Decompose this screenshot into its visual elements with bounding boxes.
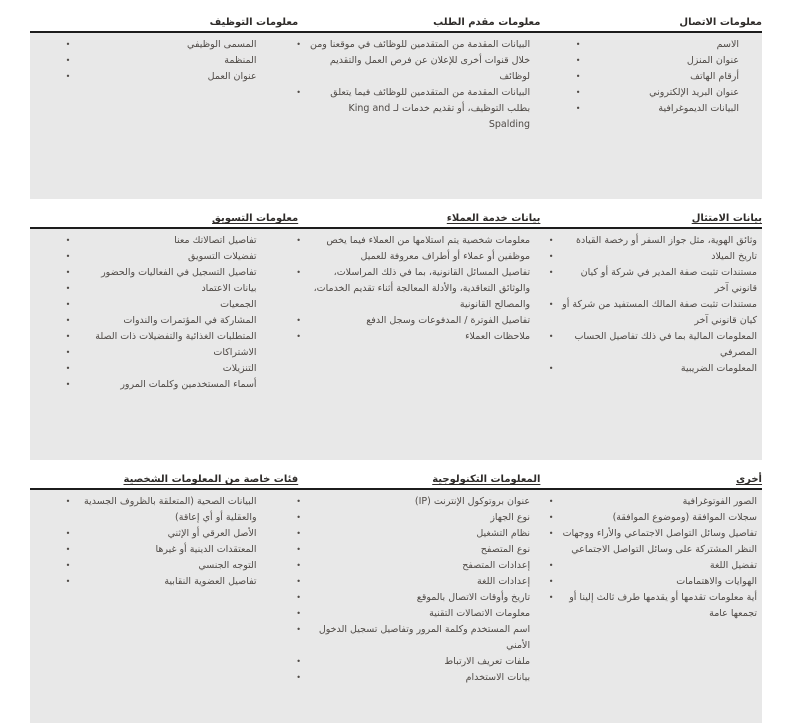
list-item xyxy=(30,53,283,69)
bullet-icon: • xyxy=(296,268,301,277)
column-header xyxy=(298,212,540,225)
list-item xyxy=(30,249,283,265)
list-item xyxy=(30,494,283,526)
column-list xyxy=(30,233,283,393)
bullet-icon: • xyxy=(65,40,71,49)
list-item-text: ملاحظات العملاء xyxy=(465,331,531,342)
column-header-label: فئات خاصة من المعلومات الشخصية xyxy=(123,474,299,485)
list-item xyxy=(535,69,762,85)
list-item-text: أية معلومات تقدمها أو يقدمها طرف ثالث إلينا أو تجمعها عامة xyxy=(569,592,757,619)
column-header xyxy=(540,473,762,486)
list-item-text: المنظمة xyxy=(224,55,257,66)
list-item xyxy=(283,265,536,313)
bullet-icon: • xyxy=(296,545,301,554)
section-header-row xyxy=(30,13,762,33)
list-item-text: الاسم xyxy=(716,39,739,50)
list-item xyxy=(30,574,283,590)
section-body-row xyxy=(30,33,762,199)
bullet-icon: • xyxy=(548,513,554,522)
column-header xyxy=(298,473,540,486)
column-header-label: أخرى xyxy=(735,474,762,485)
list-item-text: المعلومات الضريبية xyxy=(680,363,757,374)
bullet-icon: • xyxy=(548,497,554,506)
list-item-text: تفضيلات التسويق xyxy=(188,251,257,262)
bullet-icon: • xyxy=(65,236,71,245)
list-item-text: معلومات الاتصالات التقنية xyxy=(429,608,531,619)
list-item-text: مستندات تثبت صفة المدير في شركة أو كيان قانوني آخر xyxy=(580,267,757,294)
list-item-text: نوع المتصفح xyxy=(480,544,531,555)
list-item xyxy=(283,622,536,654)
bullet-icon: • xyxy=(65,300,71,309)
list-item xyxy=(535,558,762,574)
list-item xyxy=(535,526,762,558)
list-item xyxy=(283,85,536,133)
list-item-text: الهوايات والاهتمامات xyxy=(676,576,757,587)
column-header-label: معلومات مقدم الطلب xyxy=(433,17,541,28)
list-item xyxy=(30,37,283,53)
column-header xyxy=(30,473,298,486)
list-item xyxy=(283,233,536,265)
bullet-icon: • xyxy=(65,529,71,538)
list-item-text: أسماء المستخدمين وكلمات المرور xyxy=(120,379,257,390)
list-item-text: التنزيلات xyxy=(222,363,257,374)
list-item xyxy=(535,297,762,329)
list-item-text: البيانات الصحية (المتعلقة بالظروف الجسدية والعقلية أو أي إعاقة) xyxy=(83,496,257,523)
column-header xyxy=(298,16,540,29)
list-item xyxy=(30,265,283,281)
bullet-icon: • xyxy=(65,545,71,554)
list-item xyxy=(535,361,762,377)
bullet-icon: • xyxy=(65,252,71,261)
bullet-icon: • xyxy=(65,364,71,373)
list-item-text: اسم المستخدم وكلمة المرور وتفاصيل تسجيل الدخول الأمني xyxy=(318,624,531,651)
list-item-text: أرقام الهاتف xyxy=(690,71,739,82)
list-item-text: البيانات المقدمة من المتقدمين للوظائف في موقعنا ومن خلال قنوات أخرى للإعلان عن فرص العمل والتقديم لوظائف xyxy=(309,39,531,82)
list-item-text: نظام التشغيل xyxy=(476,528,531,539)
list-item xyxy=(535,85,762,101)
list-item-text: عنوان العمل xyxy=(207,71,257,82)
list-item-text: إعدادات المتصفح xyxy=(462,560,531,571)
bullet-icon: • xyxy=(296,609,301,618)
list-item-text: تفاصيل التسجيل في الفعاليات والحضور xyxy=(101,267,257,278)
bullet-icon: • xyxy=(65,332,71,341)
column-header xyxy=(30,212,298,225)
list-item xyxy=(283,510,536,526)
list-item-text: البيانات الديموغرافية xyxy=(658,103,739,114)
bullet-icon: • xyxy=(296,332,301,341)
bullet-icon: • xyxy=(548,577,554,586)
list-item-text: بيانات الاستخدام xyxy=(465,672,531,683)
list-item xyxy=(30,69,283,85)
list-item xyxy=(535,101,762,117)
bullet-icon: • xyxy=(65,577,71,586)
bullet-icon: • xyxy=(65,561,71,570)
list-item-text: تاريخ وأوقات الاتصال بالموقع xyxy=(416,592,531,603)
list-item xyxy=(30,542,283,558)
column-list xyxy=(30,37,283,85)
list-item xyxy=(535,249,762,265)
list-item-text: تفضيل اللغة xyxy=(709,560,757,571)
column-list xyxy=(535,494,762,622)
bullet-icon: • xyxy=(548,332,554,341)
section-body-row xyxy=(30,490,762,723)
list-item xyxy=(283,558,536,574)
list-item-text: تفاصيل اتصالاتك معنا xyxy=(174,235,257,246)
list-item xyxy=(283,494,536,510)
list-item xyxy=(30,233,283,249)
bullet-icon: • xyxy=(296,625,301,634)
column-header xyxy=(540,212,762,225)
column-list xyxy=(535,233,762,377)
list-item-text: الاشتراكات xyxy=(213,347,257,358)
list-item xyxy=(30,526,283,542)
bullet-icon: • xyxy=(65,72,71,81)
bullet-icon: • xyxy=(548,236,554,245)
bullet-icon: • xyxy=(548,268,554,277)
list-item-text: المشاركة في المؤتمرات والندوات xyxy=(123,315,257,326)
bullet-icon: • xyxy=(575,88,581,97)
column-header xyxy=(30,16,298,29)
list-item xyxy=(535,590,762,622)
column-header-label: بيانات الامتثال xyxy=(691,213,762,224)
list-item-text: المتطلبات الغذائية والتفضيلات ذات الصلة xyxy=(95,331,257,342)
list-item xyxy=(283,526,536,542)
list-item-text: وثائق الهوية، مثل جواز السفر أو رخصة القيادة xyxy=(576,235,757,246)
bullet-icon: • xyxy=(548,593,554,602)
bullet-icon: • xyxy=(296,673,301,682)
bullet-icon: • xyxy=(296,529,301,538)
list-item xyxy=(535,37,762,53)
column-header-label: معلومات التوظيف xyxy=(209,17,299,28)
list-item-text: تفاصيل الفوترة / المدفوعات وسجل الدفع xyxy=(366,315,531,326)
column-header-label: بيانات خدمة العملاء xyxy=(446,213,541,224)
bullet-icon: • xyxy=(65,380,71,389)
column-list xyxy=(283,37,536,133)
bullet-icon: • xyxy=(65,497,71,506)
bullet-icon: • xyxy=(65,268,71,277)
list-item-text: نوع الجهاز xyxy=(490,512,531,523)
column-header-label: معلومات التسويق xyxy=(212,213,299,224)
list-item-text: الجمعيات xyxy=(220,299,257,310)
bullet-icon: • xyxy=(548,300,554,309)
section-header-row xyxy=(30,209,762,229)
list-item xyxy=(30,361,283,377)
list-item-text: معلومات شخصية يتم استلامها من العملاء فيما يخص موظفين أو عملاء أو أطراف معروفة للعميل xyxy=(326,235,531,262)
bullet-icon: • xyxy=(65,348,71,357)
column-list xyxy=(283,233,536,345)
bullet-icon: • xyxy=(65,316,71,325)
list-item-text: ملفات تعريف الارتباط xyxy=(444,656,531,667)
list-item xyxy=(283,654,536,670)
list-item-text: التوجه الجنسي xyxy=(198,560,257,571)
list-item-text: عنوان بروتوكول الإنترنت (IP) xyxy=(414,496,531,507)
bullet-icon: • xyxy=(296,236,301,245)
bullet-icon: • xyxy=(296,40,301,49)
list-item-text: تاريخ الميلاد xyxy=(711,251,757,262)
section-header-row xyxy=(30,470,762,490)
bullet-icon: • xyxy=(575,104,581,113)
list-item-text: تفاصيل العضوية النقابية xyxy=(164,576,257,587)
data-table xyxy=(30,13,762,723)
list-item-text: بيانات الاعتماد xyxy=(201,283,257,294)
list-item xyxy=(283,37,536,85)
list-item xyxy=(283,313,536,329)
table-section xyxy=(30,470,762,723)
column-header-label: معلومات الاتصال xyxy=(679,17,762,28)
bullet-icon: • xyxy=(296,88,301,97)
list-item xyxy=(535,265,762,297)
list-item xyxy=(535,574,762,590)
list-item xyxy=(30,558,283,574)
list-item xyxy=(283,670,536,686)
list-item xyxy=(30,329,283,345)
column-header xyxy=(540,16,762,29)
bullet-icon: • xyxy=(296,513,301,522)
list-item xyxy=(283,606,536,622)
list-item xyxy=(283,329,536,345)
bullet-icon: • xyxy=(65,56,71,65)
list-item xyxy=(30,297,283,313)
column-list xyxy=(30,494,283,590)
list-item xyxy=(535,329,762,361)
list-item-text: المعلومات المالية بما في ذلك تفاصيل الحساب المصرفي xyxy=(574,331,757,358)
bullet-icon: • xyxy=(575,40,581,49)
table-section xyxy=(30,13,762,199)
bullet-icon: • xyxy=(575,72,581,81)
list-item-text: الصور الفوتوغرافية xyxy=(682,496,757,507)
bullet-icon: • xyxy=(296,593,301,602)
bullet-icon: • xyxy=(296,561,301,570)
list-item-text: المسمى الوظيفي xyxy=(187,39,257,50)
list-item-text: عنوان المنزل xyxy=(686,55,739,66)
list-item xyxy=(30,281,283,297)
bullet-icon: • xyxy=(548,529,554,538)
bullet-icon: • xyxy=(296,316,301,325)
column-header-label: المعلومات التكنولوجية xyxy=(432,474,541,485)
bullet-icon: • xyxy=(296,497,301,506)
list-item-text: مستندات تثبت صفة المالك المستفيد من شركة أو كيان قانوني آخر xyxy=(562,299,757,326)
column-list xyxy=(283,494,536,686)
list-item xyxy=(535,53,762,69)
bullet-icon: • xyxy=(296,657,301,666)
list-item-text: سجلات الموافقة (وموضوع الموافقة) xyxy=(612,512,757,523)
column-list xyxy=(535,37,762,117)
list-item xyxy=(30,313,283,329)
list-item xyxy=(535,494,762,510)
list-item-text: عنوان البريد الإلكتروني xyxy=(649,87,739,98)
list-item-text: المعتقدات الدينية أو غيرها xyxy=(155,544,257,555)
list-item-text: البيانات المقدمة من المتقدمين للوظائف فيما يتعلق بطلب التوظيف، أو تقديم خدمات لـ King and Spalding xyxy=(330,87,531,130)
table-section xyxy=(30,209,762,460)
list-item-text: الأصل العرقي أو الإثني xyxy=(167,528,257,539)
section-body-row xyxy=(30,229,762,460)
bullet-icon: • xyxy=(296,577,301,586)
list-item xyxy=(30,377,283,393)
list-item xyxy=(535,233,762,249)
list-item xyxy=(535,510,762,526)
bullet-icon: • xyxy=(548,252,554,261)
list-item xyxy=(30,345,283,361)
list-item-text: تفاصيل وسائل التواصل الاجتماعي والأراء ووجهات النظر المشتركة على وسائل التواصل الاجتماعي xyxy=(562,528,757,555)
bullet-icon: • xyxy=(575,56,581,65)
list-item xyxy=(283,574,536,590)
bullet-icon: • xyxy=(548,561,554,570)
list-item-text: تفاصيل المسائل القانونية، بما في ذلك المراسلات، والوثائق التعاقدية، والأدلة المعالجة أثناء تقديم الخدمات، والمصالح القانونية xyxy=(313,267,531,310)
bullet-icon: • xyxy=(65,284,71,293)
bullet-icon: • xyxy=(548,364,554,373)
list-item-text: إعدادات اللغة xyxy=(476,576,531,587)
list-item xyxy=(283,542,536,558)
list-item xyxy=(283,590,536,606)
